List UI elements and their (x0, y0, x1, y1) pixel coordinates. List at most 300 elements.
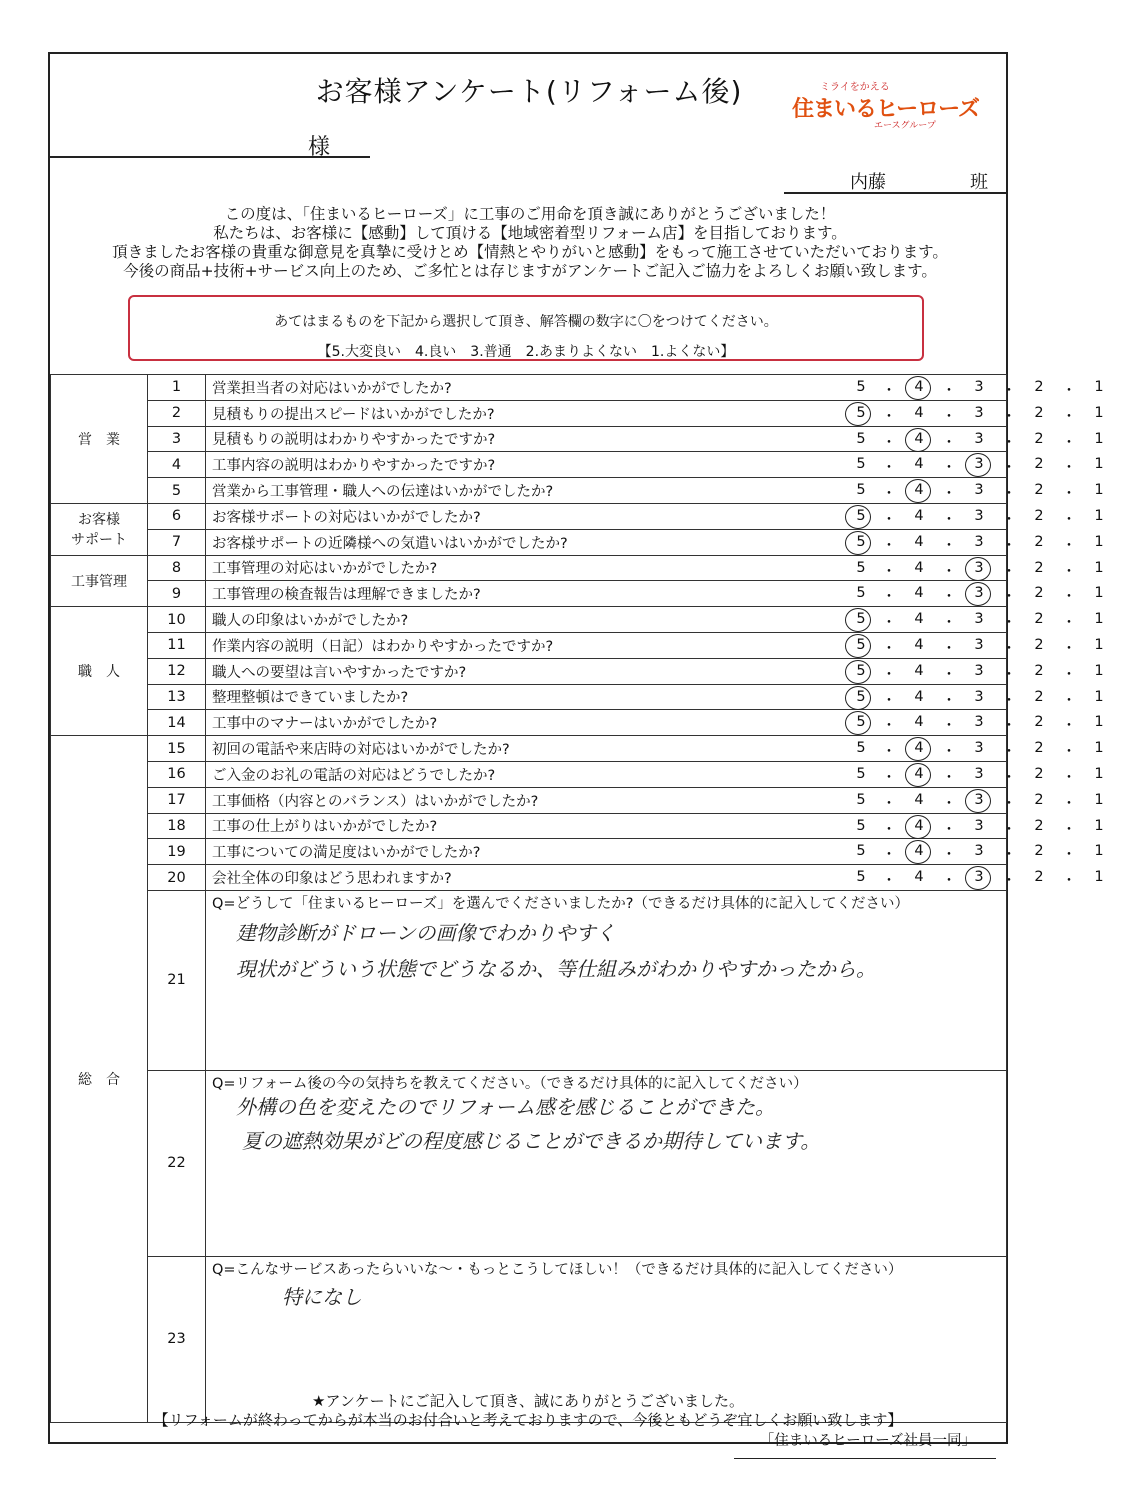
scale-separator: ・ (881, 408, 897, 425)
question-text: お客様サポートの対応はいかがでしたか? (212, 509, 481, 526)
question-number: 8 (148, 555, 206, 581)
rating-option[interactable]: 1 (1094, 765, 1104, 782)
rating-scale (846, 530, 1146, 555)
question-row (51, 632, 1007, 658)
question-number: 19 (148, 839, 206, 865)
page-title: お客様アンケート(リフォーム後) (315, 75, 743, 108)
selected-rating-circle (905, 737, 931, 761)
scale-separator: ・ (881, 795, 897, 812)
rating-option[interactable]: 2 (1034, 869, 1044, 886)
scale-separator: ・ (881, 692, 897, 709)
scale-separator: ・ (1001, 537, 1017, 554)
question-number: 5 (148, 478, 206, 504)
question-text: お客様サポートの近隣様への気遣いはいかがでしたか? (212, 535, 568, 552)
question-row (51, 813, 1007, 839)
rating-option[interactable]: 2 (1034, 456, 1044, 473)
rating-option[interactable]: 5 (856, 379, 866, 395)
rating-option[interactable]: 5 (856, 714, 866, 731)
question-row (51, 761, 1007, 787)
rating-option[interactable]: 4 (914, 817, 924, 834)
rating-option[interactable]: 1 (1094, 507, 1104, 524)
rating-scale (846, 736, 1146, 761)
scale-separator: ・ (881, 666, 897, 683)
scale-separator: ・ (941, 744, 957, 761)
scale-separator: ・ (1061, 692, 1077, 709)
rating-option[interactable]: 1 (1094, 559, 1104, 576)
question-text: ご入金のお礼の電話の対応はどうでしたか? (212, 767, 496, 784)
question-cell (206, 736, 1104, 762)
question-number: 10 (148, 607, 206, 633)
free-answer-cell (206, 890, 1007, 1070)
scale-separator: ・ (941, 511, 957, 528)
scale-separator: ・ (1061, 434, 1077, 451)
scale-separator: ・ (941, 873, 957, 890)
rating-scale (846, 839, 1146, 864)
scale-separator: ・ (1061, 511, 1077, 528)
question-number: 12 (148, 658, 206, 684)
scale-separator: ・ (1001, 744, 1017, 761)
rating-scale (846, 556, 1146, 581)
rating-option[interactable]: 1 (1094, 869, 1104, 886)
scale-separator: ・ (941, 769, 957, 786)
scale-separator: ・ (881, 563, 897, 580)
scale-separator: ・ (1061, 821, 1077, 838)
question-cell (206, 478, 1104, 504)
rating-option[interactable]: 1 (1094, 611, 1104, 628)
question-row (51, 865, 1007, 891)
scale-separator: ・ (881, 769, 897, 786)
rating-option[interactable]: 5 (856, 765, 866, 782)
question-text: 会社全体の印象はどう思われますか? (212, 871, 452, 888)
category-craftsman: 職 人 (51, 607, 148, 736)
question-text: 初回の電話や来店時の対応はいかがでしたか? (212, 742, 510, 759)
question-cell (206, 452, 1104, 478)
rating-option[interactable]: 5 (856, 843, 866, 860)
rating-option[interactable]: 4 (914, 714, 924, 731)
question-text: 工事管理の検査報告は理解できましたか? (212, 587, 481, 604)
question-text: 営業担当者の対応はいかがでしたか? (212, 380, 452, 397)
scale-separator: ・ (1001, 795, 1017, 812)
rating-option[interactable]: 5 (856, 791, 866, 808)
intro-line-3: 頂きましたお客様の貴重な御意見を真摯に受けとめ【情熱とやりがいと感動】をもって施工させていただいております。 (112, 243, 948, 261)
rating-scale (846, 710, 1146, 735)
question-cell (206, 503, 1104, 529)
question-number: 14 (148, 710, 206, 736)
rating-option[interactable]: 5 (856, 585, 866, 602)
question-cell (206, 813, 1104, 839)
scale-separator: ・ (1001, 821, 1017, 838)
rating-option[interactable]: 3 (974, 611, 984, 628)
team-line (784, 192, 1008, 194)
selected-rating-circle (905, 840, 931, 864)
rating-option[interactable]: 2 (1034, 507, 1044, 524)
rating-option[interactable]: 1 (1094, 817, 1104, 834)
selected-rating-circle (965, 557, 991, 581)
rating-option[interactable]: 3 (974, 688, 984, 705)
rating-option[interactable]: 4 (914, 379, 924, 395)
question-text: 職人への要望は言いやすかったですか? (212, 664, 467, 681)
rating-option[interactable]: 4 (914, 482, 924, 499)
rating-scale (846, 788, 1146, 813)
rating-option[interactable]: 4 (914, 843, 924, 860)
scale-separator: ・ (1061, 460, 1077, 477)
footer-sign-line (734, 1458, 996, 1459)
handwritten-answer: 現状がどういう状態でどうなるか、等仕組みがわかりやすかったから。 (236, 956, 876, 981)
free-question-text: Q=どうして「住まいるヒーローズ」を選んでくださいましたか?（できるだけ具体的に記入してください） (212, 895, 909, 912)
question-cell (206, 839, 1104, 865)
customer-honorific: 様 (308, 135, 331, 160)
scale-separator: ・ (881, 718, 897, 735)
question-text: 職人の印象はいかがでしたか? (212, 613, 409, 630)
scale-separator: ・ (881, 873, 897, 890)
scale-separator: ・ (941, 460, 957, 477)
rating-option[interactable]: 4 (914, 404, 924, 421)
rating-option[interactable]: 2 (1034, 482, 1044, 499)
rating-option[interactable]: 3 (974, 404, 984, 421)
question-row (51, 581, 1007, 607)
scale-separator: ・ (1001, 486, 1017, 503)
rating-option[interactable]: 2 (1034, 533, 1044, 550)
question-text: 工事管理の対応はいかがでしたか? (212, 561, 438, 578)
rating-option[interactable]: 4 (914, 740, 924, 757)
rating-option[interactable]: 1 (1094, 714, 1104, 731)
rating-option[interactable]: 5 (856, 533, 866, 550)
rating-option[interactable]: 4 (914, 765, 924, 782)
rating-option[interactable]: 3 (974, 533, 984, 550)
logo-group: エースグループ (874, 121, 936, 131)
rating-option[interactable]: 2 (1034, 817, 1044, 834)
rating-option[interactable]: 5 (856, 559, 866, 576)
rating-scale (846, 762, 1146, 787)
rating-option[interactable]: 3 (974, 791, 984, 808)
rating-option[interactable]: 3 (974, 636, 984, 653)
question-row (51, 529, 1007, 555)
question-number: 11 (148, 632, 206, 658)
instruction-box (128, 295, 924, 361)
category-sales: 営 業 (51, 375, 148, 504)
rating-scale (846, 633, 1146, 658)
question-cell (206, 684, 1104, 710)
scale-separator: ・ (1001, 666, 1017, 683)
question-text: 工事内容の説明はわかりやすかったですか? (212, 458, 496, 475)
rating-option[interactable]: 3 (974, 482, 984, 499)
rating-scale (846, 504, 1146, 529)
question-number: 2 (148, 400, 206, 426)
question-number: 4 (148, 452, 206, 478)
rating-option[interactable]: 2 (1034, 559, 1044, 576)
scale-separator: ・ (1001, 434, 1017, 451)
rating-option[interactable]: 1 (1094, 430, 1104, 447)
rating-option[interactable]: 5 (856, 404, 866, 421)
category-overall: 総 合 (51, 736, 148, 1423)
selected-rating-circle (845, 505, 871, 529)
rating-option[interactable]: 3 (974, 843, 984, 860)
rating-scale (846, 427, 1146, 452)
question-cell (206, 710, 1104, 736)
customer-name-line (50, 156, 370, 158)
rating-option[interactable]: 4 (914, 585, 924, 602)
rating-option[interactable]: 4 (914, 869, 924, 886)
rating-option[interactable]: 2 (1034, 585, 1044, 602)
scale-separator: ・ (1001, 511, 1017, 528)
rating-option[interactable]: 3 (974, 379, 984, 395)
rating-option[interactable]: 4 (914, 611, 924, 628)
question-text: 工事価格（内容とのバランス）はいかがでしたか? (212, 793, 539, 810)
rating-option[interactable]: 5 (856, 740, 866, 757)
footer-line-2: 【リフォームが終わってからが本当のお付合いと考えておりますので、今後ともどうぞ宜しくお願い致します】 (153, 1411, 903, 1429)
rating-option[interactable]: 2 (1034, 740, 1044, 757)
rating-scale (846, 607, 1146, 632)
rating-option[interactable]: 3 (974, 507, 984, 524)
scale-separator: ・ (881, 640, 897, 657)
rating-option[interactable]: 1 (1094, 688, 1104, 705)
question-number: 7 (148, 529, 206, 555)
question-cell (206, 865, 1104, 891)
scale-separator: ・ (881, 383, 897, 399)
rating-scale (846, 478, 1146, 503)
question-cell (206, 632, 1104, 658)
rating-option[interactable]: 2 (1034, 636, 1044, 653)
rating-scale (846, 685, 1146, 710)
rating-option[interactable]: 4 (914, 559, 924, 576)
rating-option[interactable]: 2 (1034, 404, 1044, 421)
rating-scale (846, 581, 1146, 606)
scale-separator: ・ (1001, 408, 1017, 425)
scale-separator: ・ (881, 537, 897, 554)
category-support: お客様 サポート (51, 503, 148, 555)
rating-option[interactable]: 3 (974, 585, 984, 602)
rating-option[interactable]: 5 (856, 688, 866, 705)
rating-option[interactable]: 1 (1094, 843, 1104, 860)
rating-option[interactable]: 4 (914, 662, 924, 679)
handwritten-answer: 特になし (282, 1284, 362, 1309)
question-row (51, 736, 1007, 762)
rating-option[interactable]: 3 (974, 456, 984, 473)
scale-separator: ・ (941, 847, 957, 864)
rating-option[interactable]: 2 (1034, 688, 1044, 705)
selected-rating-circle (905, 428, 931, 452)
rating-option[interactable]: 1 (1094, 662, 1104, 679)
scale-separator: ・ (881, 821, 897, 838)
rating-scale (846, 375, 1146, 400)
rating-option[interactable]: 4 (914, 456, 924, 473)
scale-separator: ・ (1061, 744, 1077, 761)
scale-separator: ・ (881, 460, 897, 477)
intro-text (60, 205, 1000, 281)
scale-separator: ・ (1061, 383, 1077, 399)
question-cell (206, 529, 1104, 555)
scale-separator: ・ (941, 486, 957, 503)
question-cell (206, 761, 1104, 787)
rating-option[interactable]: 2 (1034, 611, 1044, 628)
footer-sign: 「住まいるヒーローズ社員一同」 (759, 1433, 976, 1449)
team-name: 内藤 (850, 172, 886, 193)
selected-rating-circle (965, 582, 991, 606)
scale-separator: ・ (941, 563, 957, 580)
question-number: 18 (148, 813, 206, 839)
rating-option[interactable]: 1 (1094, 636, 1104, 653)
question-row (51, 452, 1007, 478)
question-number: 20 (148, 865, 206, 891)
handwritten-answer: 外構の色を変えたのでリフォーム感を感じることができた。 (236, 1094, 775, 1119)
question-text: 工事についての満足度はいかがでしたか? (212, 845, 481, 862)
scale-separator: ・ (1061, 873, 1077, 890)
scale-separator: ・ (1061, 847, 1077, 864)
scale-separator: ・ (1001, 615, 1017, 632)
scale-separator: ・ (1001, 563, 1017, 580)
scale-separator: ・ (1001, 718, 1017, 735)
question-row (51, 787, 1007, 813)
question-number: 13 (148, 684, 206, 710)
rating-option[interactable]: 5 (856, 869, 866, 886)
scale-separator: ・ (1061, 537, 1077, 554)
rating-option[interactable]: 5 (856, 456, 866, 473)
selected-rating-circle (965, 789, 991, 813)
rating-option[interactable]: 3 (974, 740, 984, 757)
rating-option[interactable]: 2 (1034, 843, 1044, 860)
question-number: 15 (148, 736, 206, 762)
scale-separator: ・ (1061, 615, 1077, 632)
scale-separator: ・ (881, 847, 897, 864)
rating-option[interactable]: 1 (1094, 791, 1104, 808)
rating-option[interactable]: 3 (974, 817, 984, 834)
scale-separator: ・ (1061, 486, 1077, 503)
rating-option[interactable]: 5 (856, 662, 866, 679)
selected-rating-circle (965, 453, 991, 477)
rating-scale (846, 659, 1146, 684)
rating-scale (846, 401, 1146, 426)
scale-separator: ・ (1061, 640, 1077, 657)
selected-rating-circle (845, 634, 871, 658)
scale-separator: ・ (941, 589, 957, 606)
question-row (51, 710, 1007, 736)
rating-option[interactable]: 2 (1034, 714, 1044, 731)
scale-separator: ・ (881, 486, 897, 503)
question-text: 整理整頓はできていましたか? (212, 690, 409, 707)
question-text: 見積もりの説明はわかりやすかったですか? (212, 432, 496, 449)
rating-option[interactable]: 2 (1034, 765, 1044, 782)
question-number: 16 (148, 761, 206, 787)
free-question-text: Q=こんなサービスあったらいいな～・もっとこうしてほしい！（できるだけ具体的に記入してください） (212, 1261, 903, 1278)
rating-option[interactable]: 5 (856, 636, 866, 653)
selected-rating-circle (905, 376, 931, 400)
rating-option[interactable]: 4 (914, 533, 924, 550)
selected-rating-circle (905, 479, 931, 503)
question-row (51, 478, 1007, 504)
rating-option[interactable]: 3 (974, 662, 984, 679)
scale-separator: ・ (1001, 873, 1017, 890)
rating-option[interactable]: 1 (1094, 456, 1104, 473)
question-row (51, 839, 1007, 865)
rating-option[interactable]: 2 (1034, 430, 1044, 447)
intro-line-1: この度は、「住まいるヒーローズ」に工事のご用命を頂き誠にありがとうございました！ (224, 205, 836, 223)
question-row (51, 658, 1007, 684)
rating-option[interactable]: 1 (1094, 740, 1104, 757)
question-number: 3 (148, 426, 206, 452)
scale-separator: ・ (1001, 460, 1017, 477)
rating-option[interactable]: 3 (974, 765, 984, 782)
question-cell (206, 426, 1104, 452)
intro-line-2: 私たちは、お客様に【感動】して頂ける【地域密着型リフォーム店】を目指しております。 (213, 224, 847, 242)
rating-option[interactable]: 4 (914, 688, 924, 705)
selected-rating-circle (845, 402, 871, 426)
question-row (51, 375, 1007, 401)
rating-option[interactable]: 4 (914, 507, 924, 524)
rating-option[interactable]: 1 (1094, 482, 1104, 499)
scale-separator: ・ (1061, 769, 1077, 786)
question-number: 9 (148, 581, 206, 607)
team-unit: 班 (970, 172, 988, 193)
scale-separator: ・ (941, 383, 957, 399)
rating-option[interactable]: 1 (1094, 533, 1104, 550)
instruction-line-2: 【5.大変良い 4.良い 3.普通 2.あまりよくない 1.よくない】 (317, 344, 735, 360)
scale-separator: ・ (1061, 408, 1077, 425)
question-row (51, 607, 1007, 633)
survey-table (50, 374, 1104, 1423)
scale-separator: ・ (1001, 383, 1017, 399)
question-number: 21 (148, 890, 206, 1070)
scale-separator: ・ (941, 821, 957, 838)
intro-line-4: 今後の商品+技術+サービス向上のため、ご多忙とは存じますがアンケートご記入ご協力をよろしくお願い致します。 (123, 262, 937, 280)
question-cell (206, 375, 1104, 401)
rating-option[interactable]: 2 (1034, 662, 1044, 679)
selected-rating-circle (845, 531, 871, 555)
rating-option[interactable]: 2 (1034, 791, 1044, 808)
rating-option[interactable]: 1 (1094, 585, 1104, 602)
logo-brand: 住まいるヒーローズ (792, 97, 980, 122)
rating-option[interactable]: 5 (856, 430, 866, 447)
rating-option[interactable]: 3 (974, 714, 984, 731)
selected-rating-circle (905, 815, 931, 839)
question-text: 工事中のマナーはいかがでしたか? (212, 716, 438, 733)
scale-separator: ・ (1061, 718, 1077, 735)
free-question-text: Q=リフォーム後の今の気持ちを教えてください。（できるだけ具体的に記入してください） (212, 1075, 808, 1092)
rating-option[interactable]: 1 (1094, 379, 1104, 395)
category-construction: 工事管理 (51, 555, 148, 607)
free-answer-row (51, 890, 1007, 1070)
question-cell (206, 581, 1104, 607)
company-logo (792, 76, 980, 132)
rating-option[interactable]: 3 (974, 559, 984, 576)
rating-option[interactable]: 5 (856, 482, 866, 499)
scale-separator: ・ (881, 434, 897, 451)
question-number: 23 (148, 1256, 206, 1422)
rating-option[interactable]: 4 (914, 791, 924, 808)
rating-option[interactable]: 5 (856, 507, 866, 524)
question-row (51, 503, 1007, 529)
rating-option[interactable]: 5 (856, 817, 866, 834)
scale-separator: ・ (1061, 589, 1077, 606)
question-number: 17 (148, 787, 206, 813)
scale-separator: ・ (881, 511, 897, 528)
rating-option[interactable]: 2 (1034, 379, 1044, 395)
free-answer-row (51, 1070, 1007, 1256)
rating-option[interactable]: 4 (914, 430, 924, 447)
footer (50, 1392, 1006, 1449)
scale-separator: ・ (941, 408, 957, 425)
rating-option[interactable]: 5 (856, 611, 866, 628)
selected-rating-circle (845, 608, 871, 632)
rating-option[interactable]: 3 (974, 430, 984, 447)
rating-option[interactable]: 3 (974, 869, 984, 886)
scale-separator: ・ (1001, 692, 1017, 709)
scale-separator: ・ (941, 615, 957, 632)
question-row (51, 684, 1007, 710)
question-number: 1 (148, 375, 206, 401)
logo-tagline: ミライをかえる (820, 82, 890, 93)
rating-option[interactable]: 1 (1094, 404, 1104, 421)
rating-option[interactable]: 4 (914, 636, 924, 653)
